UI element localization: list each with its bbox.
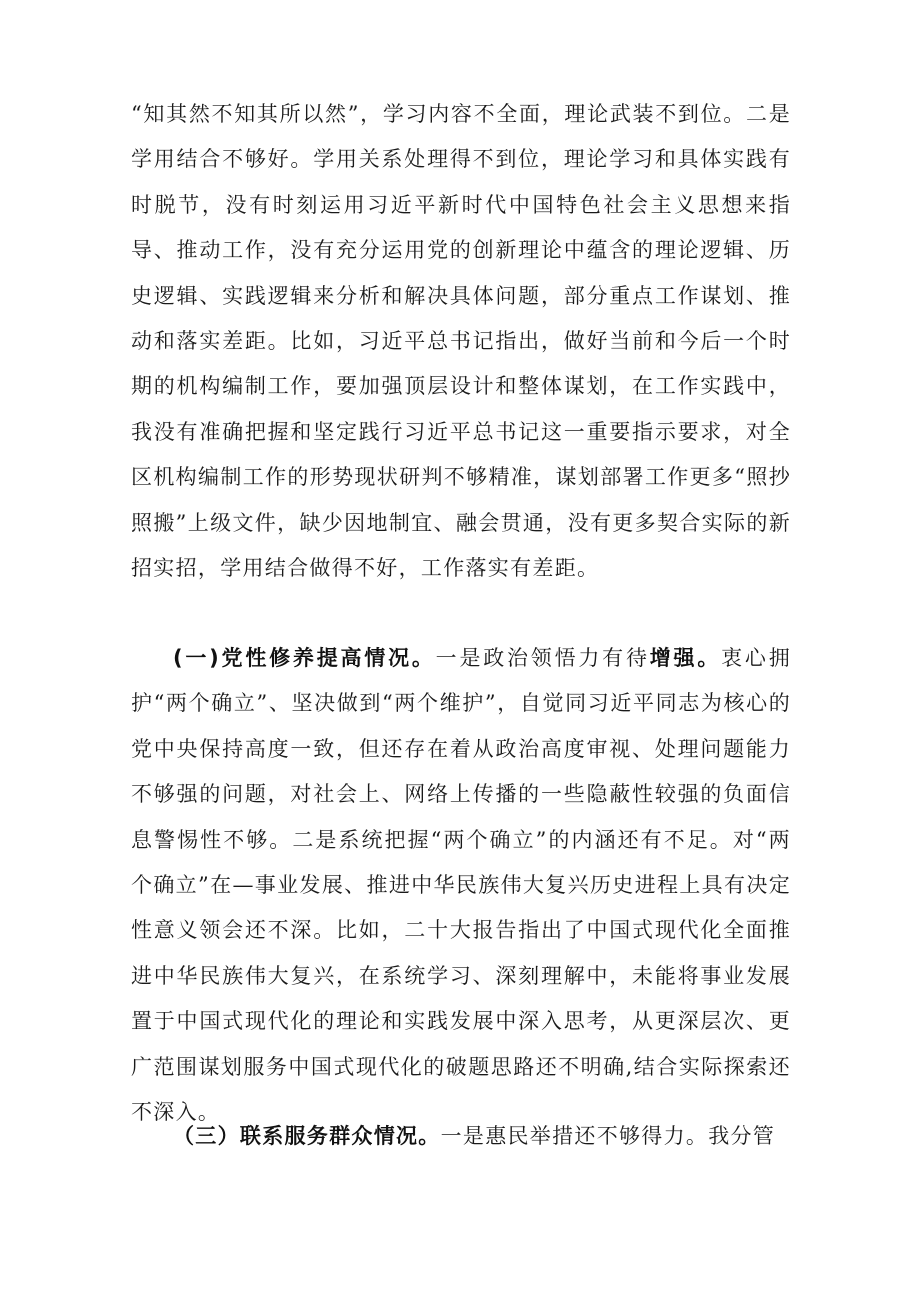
body-paragraph-2 (131, 636, 791, 1135)
section-heading-party-spirit: (一)党性修养提高情况。 (173, 646, 436, 670)
body-paragraph-1 (131, 92, 791, 591)
paragraph-2-lead: 一是政治领悟力有待 (435, 646, 650, 670)
body-paragraph-3 (131, 1114, 791, 1159)
section-heading-serving-masses: （三）联系服务群众情况。 (173, 1124, 441, 1148)
paragraph-1-text: “知其然不知其所以然”，学习内容不全面，理论武装不到位。二是学用结合不够好。学用关系处理得不到位，理论学习和具体实践有时脱节，没有时刻运用习近平新时代中国特色社会主义思想来指导、推动工作，没有充分运用党的创新理论中蕴含的理论逻辑、历史逻辑、实践逻辑来分析和解决具体问题，部分重点工作谋划、推动和落实差距。比如，习近平总书记指出，做好当前和今后一个时期的机构编制工作，要加强顶层设计和整体谋划，在工作实践中，我没有准确把握和坚定践行习近平总书记这一重要指示要求，对全区机构编制工作的形势现状研判不够精准，谋划部署工作更多“照抄照搬”上级文件，缺少因地制宜、融会贯通，没有更多契合实际的新招实招，学用结合做得不好，工作落实有差距。 (131, 102, 791, 581)
paragraph-2-text: 衷心拥护“两个确立”、坚决做到“两个维护”，自觉同习近平同志为核心的党中央保持高度一致，但还存在着从政治高度审视、处理问题能力不够强的问题，对社会上、网络上传播的一些隐蔽性较强的负面信息警惕性不够。二是系统把握“两个确立”的内涵还有不足。对“两个确立”在—事业发展、推进中华民族伟大复兴历史进程上具有决定性意义领会还不深。比如，二十大报告指出了中国式现代化全面推进中华民族伟大复兴，在系统学习、深刻理解中，未能将事业发展置于中国式现代化的理论和实践发展中深入思考，从更深层次、更广范围谋划服务中国式现代化的破题思路还不明确,结合实际探索还不深入。 (131, 646, 792, 1125)
paragraph-3-text: 一是惠民举措还不够得力。我分管 (440, 1124, 776, 1148)
paragraph-2-lead-bold: 增强。 (649, 646, 722, 670)
